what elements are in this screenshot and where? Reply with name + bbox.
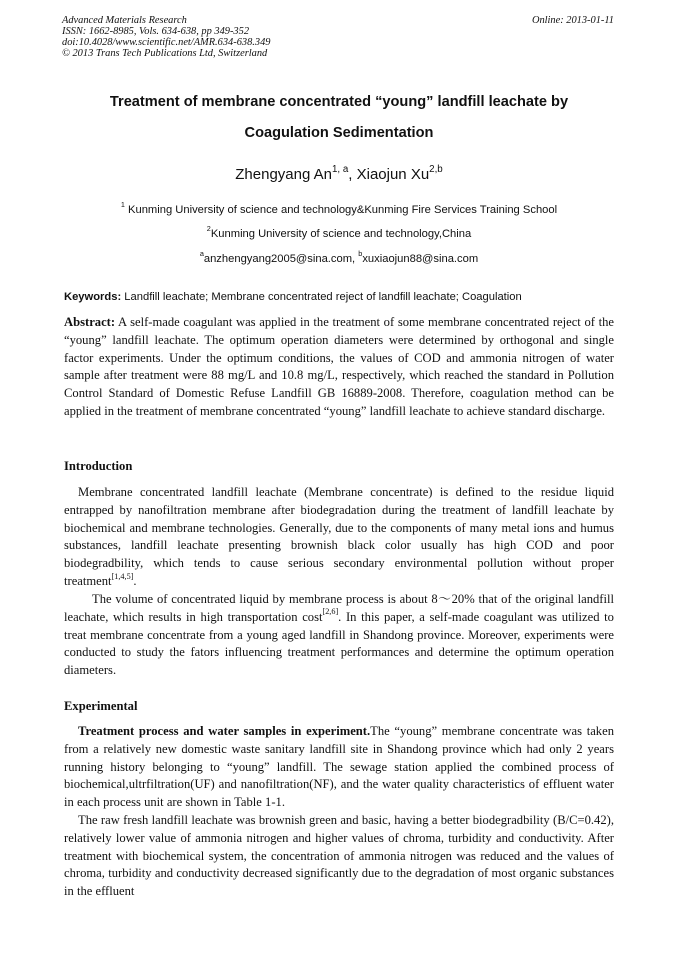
abstract-label: Abstract:: [64, 315, 116, 329]
affiliation-2: [30, 224, 648, 240]
experimental-paragraph-1: [64, 723, 614, 812]
copyright-line: © 2013 Trans Tech Publications Ltd, Switzerland: [62, 48, 268, 59]
author-1-sup: 1, a: [332, 163, 349, 175]
experimental-heading: Experimental: [64, 699, 138, 713]
issn-line: ISSN: 1662-8985, Vols. 634-638, pp 349-352: [62, 26, 250, 37]
keywords-line: [64, 291, 619, 303]
email-b-sup: b: [358, 249, 363, 259]
intro-p2-citation: [2,6]: [322, 607, 339, 617]
title-line-1: Treatment of membrane concentrated “young” landfill leachate by: [109, 94, 569, 110]
doi-line: doi:10.4028/www.scientific.net/AMR.634-638.349: [62, 37, 271, 48]
header-citation: [62, 15, 270, 59]
author-separator: ,: [348, 166, 357, 183]
experimental-paragraph-2: The raw fresh landfill leachate was brownish green and basic, having a better biodegradbility (B/C=0.42), relatively lower value of ammonia nitrogen and higher values of chroma, turbidity and conductivity. After treatment with biochemical system, the concentration of ammonia nitrogen was reduced and the values of chroma, turbidity and conductivity decreased significantly due to the degradation of most organic substances in the effluent: [64, 813, 614, 899]
email-a-sup: a: [199, 249, 204, 259]
affiliation-2-text: Kunming University of science and technology,China: [210, 228, 472, 240]
affiliation-1: [30, 200, 648, 216]
affiliation-2-sup: 2: [206, 224, 211, 234]
email-a: anzhengyang2005@sina.com,: [203, 253, 359, 265]
email-line: [30, 249, 648, 265]
intro-p2-end: . In this paper, a self-made coagulant was utilized to treat membrane concentrate from a young aged landfill in Shandong province. Moreover, experiments were conducted to study the fators influencing treatment performances and determine the optimum operation diameters.: [64, 609, 614, 678]
intro-p1-citation: [1,4,5]: [111, 571, 134, 581]
author-1: Zhengyang An: [235, 166, 332, 183]
affiliation-1-text: Kunming University of science and technology&Kunming Fire Services Training School: [124, 204, 558, 216]
keywords-label: Keywords:: [64, 291, 122, 303]
experimental-subheading: Treatment process and water samples in experiment.: [78, 724, 371, 738]
introduction-paragraph-1: [64, 484, 614, 591]
abstract-text: A self-made coagulant was applied in the treatment of some membrane concentrated reject of the “young” landfill leachate. The optimum operation diameters were determined by orthogonal and single factor experiments. Under the optimum conditions, the values of COD and ammonia nitrogen of water sample after treatment were 88 mg/L and 10.8 mg/L, respectively, which reached the standard in Pollution Control Standard of Domestic Refuse Landfill GB 16889-2008. Therefore, coagulation method can be applied in the treatment of membrane concentrated “young” landfill leachate to achieve standard discharge.: [64, 315, 614, 418]
intro-p1-text: Membrane concentrated landfill leachate (Membrane concentrate) is defined to the residue liquid entrapped by nanofiltration membrane after biodegradation during the treatment of landfill leachate by biochemical and membrane technologies. Generally, due to the components of many metal ions and humus substances, landfill leachate presenting brownish black color usually has high COD and poor biodegradbility, which tends to cause serious secondary environmental pollution without proper treatment: [64, 485, 614, 588]
experimental-p1-text: The “young” membrane concentrate was taken from a relatively new domestic waste sanitary landfill site in Shandong province which had only 2 years running history belonging to “young” landfill. The sewage station applied the combined process of biochemical,ultrfiltration(UF) and nanofiltration(NF), and the water quality characteristics of effluent water in each process unit are shown in Table 1-1.: [64, 724, 614, 810]
email-b: xuxiaojun88@sina.com: [362, 253, 479, 265]
affiliation-1-sup: 1: [120, 200, 125, 210]
journal-name: Advanced Materials Research: [62, 15, 187, 26]
intro-p2-text: The volume of concentrated liquid by membrane process is about 8～20% that of the original landfill leachate, which results in high transportation cost: [64, 592, 614, 624]
title-line-2: Coagulation Sedimentation: [244, 125, 434, 141]
introduction-paragraph-2: [64, 591, 614, 680]
online-date: Online: 2013-01-11: [531, 15, 614, 26]
intro-p1-end: .: [133, 573, 137, 588]
author-list: [30, 163, 648, 183]
author-2-sup: 2,b: [429, 163, 443, 175]
author-2: Xiaojun Xu: [356, 166, 430, 183]
abstract-paragraph: [64, 314, 614, 421]
introduction-heading: Introduction: [64, 459, 133, 473]
keywords-text: Landfill leachate; Membrane concentrated reject of landfill leachate; Coagulation: [121, 291, 522, 303]
